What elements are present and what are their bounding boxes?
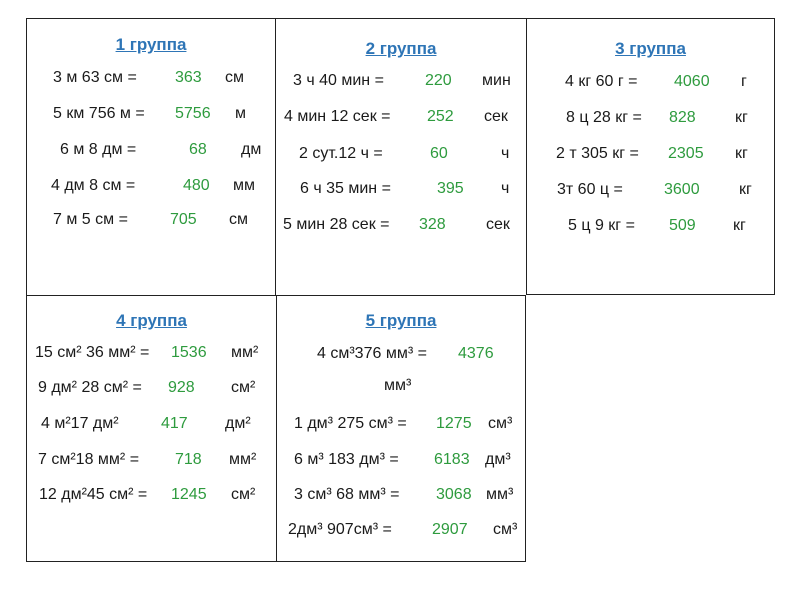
- unit: см²: [231, 379, 256, 396]
- unit: дм²: [225, 415, 251, 432]
- answer: 1275: [436, 415, 472, 432]
- list-item: [277, 345, 525, 394]
- group-5-title: 5 группа: [365, 311, 437, 330]
- answer: 3068: [436, 486, 472, 503]
- expression: 7 м 5 см =: [53, 211, 128, 228]
- list-item: [277, 521, 525, 543]
- unit: мм³: [486, 486, 514, 503]
- unit: кг: [733, 217, 746, 234]
- expression: 2 сут.12 ч =: [299, 145, 383, 162]
- expression: 1 дм³ 275 см³ =: [294, 415, 407, 432]
- expression: 6 м³ 183 дм³ =: [294, 451, 399, 468]
- group-2-title: 2 группа: [365, 39, 437, 58]
- answer: 5756: [175, 105, 211, 122]
- answer: 718: [175, 451, 202, 468]
- unit: сек: [484, 108, 508, 125]
- unit: г: [741, 73, 747, 90]
- answer: 6183: [434, 451, 470, 468]
- unit: ч: [501, 145, 510, 162]
- unit: сек: [486, 216, 510, 233]
- unit: мм³: [384, 377, 412, 394]
- list-item: [276, 145, 526, 167]
- answer: 2907: [432, 521, 468, 538]
- answer: 220: [425, 72, 452, 89]
- unit: дм: [241, 141, 262, 158]
- list-item: [27, 211, 275, 233]
- answer: 509: [669, 217, 696, 234]
- unit: м: [235, 105, 246, 122]
- answer: 3600: [664, 181, 700, 198]
- list-item: [527, 109, 774, 131]
- unit: ч: [501, 180, 510, 197]
- unit: мм²: [229, 451, 257, 468]
- list-item: [27, 105, 275, 127]
- list-item: [527, 181, 774, 203]
- list-item: [276, 108, 526, 130]
- list-item: [527, 73, 774, 95]
- expression: 9 дм² 28 см² =: [38, 379, 142, 396]
- unit: мин: [482, 72, 511, 89]
- unit: см³: [488, 415, 513, 432]
- answer: 68: [189, 141, 207, 158]
- answer: 328: [419, 216, 446, 233]
- answer: 480: [183, 177, 210, 194]
- answer: 828: [669, 109, 696, 126]
- expression: 4 дм 8 см =: [51, 177, 136, 194]
- expression: 7 см²18 мм² =: [38, 451, 140, 468]
- unit: см²: [231, 486, 256, 503]
- list-item: [27, 141, 275, 163]
- list-item: [276, 216, 526, 238]
- expression: 4 см³376 мм³ =: [317, 345, 427, 362]
- expression: 4 м²17 дм²: [41, 415, 119, 432]
- group-1-cell: [26, 18, 276, 295]
- expression: 3 ч 40 мин =: [293, 72, 384, 89]
- answer: 928: [168, 379, 195, 396]
- list-item: [277, 415, 525, 437]
- expression: 6 ч 35 мин =: [300, 180, 391, 197]
- group-2-cell: [276, 18, 526, 295]
- list-item: [276, 72, 526, 94]
- list-item: [527, 217, 774, 239]
- answer: 2305: [668, 145, 704, 162]
- unit: см: [225, 69, 244, 86]
- expression: 4 кг 60 г =: [565, 73, 638, 90]
- group-4-title: 4 группа: [116, 311, 187, 330]
- expression: 12 дм²45 см² =: [39, 486, 148, 503]
- unit: мм²: [231, 344, 259, 361]
- unit: см³: [493, 521, 518, 538]
- answer: 705: [170, 211, 197, 228]
- expression: 6 м 8 дм =: [60, 141, 137, 158]
- expression: 15 см² 36 мм² =: [35, 344, 150, 361]
- expression: 5 ц 9 кг =: [568, 217, 635, 234]
- list-item: [27, 451, 276, 473]
- unit: кг: [735, 109, 748, 126]
- answer: 4376: [458, 345, 494, 362]
- group-4-cell: [26, 295, 276, 562]
- list-item: [27, 344, 276, 366]
- unit: дм³: [485, 451, 511, 468]
- expression: 8 ц 28 кг =: [566, 109, 642, 126]
- list-item: [27, 177, 275, 199]
- list-item: [27, 69, 275, 91]
- answer: 363: [175, 69, 202, 86]
- answer: 60: [430, 145, 448, 162]
- expression: 4 мин 12 сек =: [284, 108, 391, 125]
- expression: 3 м 63 см =: [53, 69, 137, 86]
- list-item: [27, 379, 276, 401]
- unit: мм: [233, 177, 255, 194]
- list-item: [27, 415, 276, 437]
- expression: 2дм³ 907см³ =: [288, 521, 392, 538]
- list-item: [527, 145, 774, 167]
- list-item: [276, 180, 526, 202]
- answer: 1245: [171, 486, 207, 503]
- list-item: [277, 486, 525, 508]
- unit: см: [229, 211, 248, 228]
- answer: 1536: [171, 344, 207, 361]
- list-item: [27, 486, 276, 508]
- group-5-cell: [276, 295, 526, 562]
- list-item: [277, 451, 525, 473]
- answer: 417: [161, 415, 188, 432]
- unit: кг: [739, 181, 752, 198]
- group-3-cell: [526, 18, 775, 295]
- expression: 3 см³ 68 мм³ =: [294, 486, 400, 503]
- answer: 252: [427, 108, 454, 125]
- unit: кг: [735, 145, 748, 162]
- expression: 5 мин 28 сек =: [283, 216, 390, 233]
- group-1-title: 1 группа: [115, 35, 187, 54]
- group-3-title: 3 группа: [615, 39, 686, 58]
- answer: 4060: [674, 73, 710, 90]
- expression: 2 т 305 кг =: [556, 145, 639, 162]
- expression: 5 км 756 м =: [53, 105, 145, 122]
- expression: 3т 60 ц =: [557, 181, 623, 198]
- answer: 395: [437, 180, 464, 197]
